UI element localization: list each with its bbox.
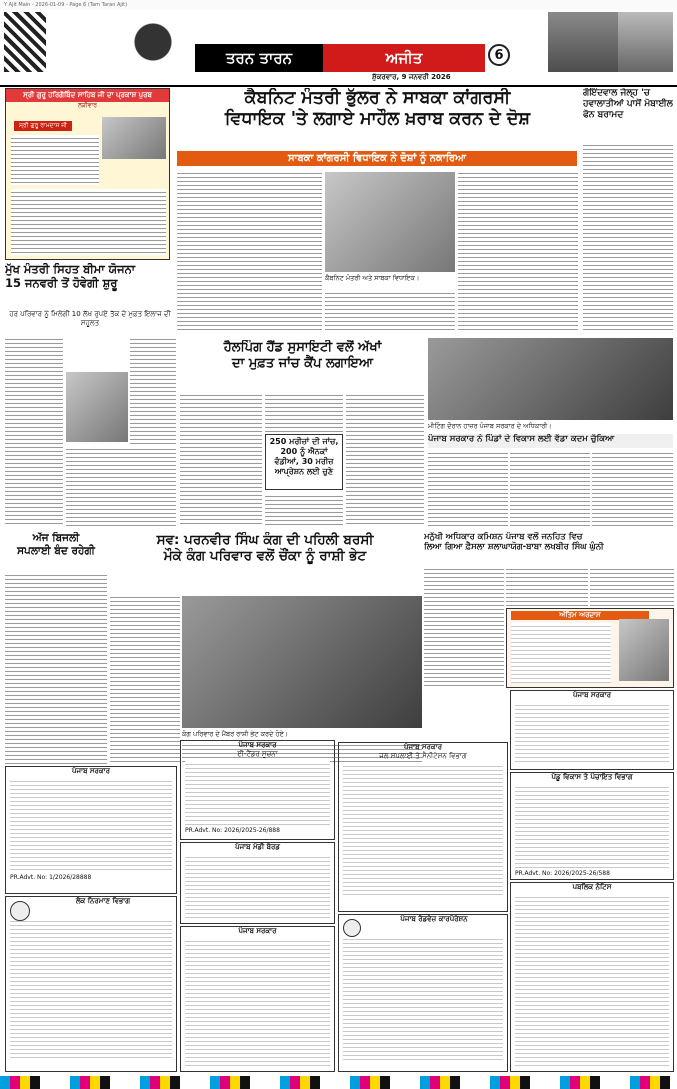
ad-tender-body [185, 761, 330, 825]
obituary-text [511, 623, 611, 683]
ad-municipal-head: ਪੰਜਾਬ ਸਰਕਾਰ [238, 927, 277, 935]
human-rights-text-3 [590, 566, 674, 606]
health-scheme-headline-1: ਮੁੱਖ ਮੰਤਰੀ ਸਿਹਤ ਬੀਮਾ ਯੋਜਨਾ [5, 263, 136, 276]
ad-pwd-head: ਲੋਕ ਨਿਰਮਾਣ ਵਿਭਾਗ [75, 897, 131, 905]
ad-rural-head: ਪੇਂਡੂ ਵਿਕਾਸ ਤੇ ਪੰਚਾਇਤ ਵਿਭਾਗ [551, 773, 633, 781]
human-rights-headline-1: ਮਨੁੱਖੀ ਅਧਿਕਾਰ ਕਮਿਸ਼ਨ ਪੰਜਾਬ ਵਲੋਂ ਜਨਹਿਤ ਵਿਚ [424, 532, 583, 542]
human-rights-headline [424, 532, 674, 564]
ad-gurpurab-subtitle: ਲੜੀਵਾਰ [78, 102, 97, 109]
ad-water-head-2: ਜਲ ਸਪਲਾਈ ਤੇ ਸੈਨੀਟੇਸ਼ਨ ਵਿਭਾਗ [379, 752, 467, 760]
masthead-decoration-left [4, 12, 46, 72]
ad-gurpurab-title: ਸ੍ਰੀ ਗੁਰੂ ਹਰਿਗੋਬਿੰਦ ਸਾਹਿਬ ਜੀ ਦਾ ਪ੍ਰਕਾਸ਼ ਪੁਰਬ [6, 89, 169, 102]
memorial-text-1 [110, 594, 180, 764]
jail-story-headline: ਗੋਇੰਦਵਾਲ ਜੇਲ੍ਹ 'ਚ ਹਵਾਲਾਤੀਆਂ ਪਾਸੋਂ ਮੋਬਾਈਲ ਫੋਨ ਬਰਾਮਦ [583, 88, 673, 120]
human-rights-headline-2: ਲਿਆ ਗਿਆ ਫ਼ੈਸਲਾ ਸ਼ਲਾਘਾਯੋਗ-ਬਾਬਾ ਲਖਬੀਰ ਸਿੰਘ ਘੁੰਨੀ [424, 542, 604, 553]
main-story-text-col-3 [458, 170, 578, 330]
ad-transport [338, 914, 508, 1072]
main-subheadline: ਸਾਬਕਾ ਕਾਂਗਰਸੀ ਵਿਧਾਇਕ ਨੇ ਦੋਸ਼ਾਂ ਨੂੰ ਨਕਾਰਿਆ [177, 151, 577, 166]
health-scheme-text-2 [66, 446, 176, 526]
eye-camp-text-4 [346, 392, 424, 527]
eye-camp-headline-2: ਦਾ ਮੁਫ਼ਤ ਜਾਂਚ ਕੈਂਪ ਲਗਾਇਆ [231, 355, 373, 371]
ad-mandi-board [180, 842, 335, 924]
ad-gurpurab-badge: ਸ੍ਰੀ ਗੁਰੂ ਰਾਮਦਾਸ ਜੀ [14, 121, 72, 131]
ad-transport-head: ਪੰਜਾਬ ਰੋਡਵੇਜ਼ ਕਾਰਪੋਰੇਸ਼ਨ [400, 915, 468, 923]
masthead-city: ਤਰਨ ਤਾਰਨ [195, 44, 323, 72]
ad-gurpurab-details [11, 189, 166, 255]
ad-gurpurab-image [102, 117, 166, 159]
color-registration-strip [0, 1076, 677, 1089]
memorial-headline-1: ਸਵ: ਪਰਨਵੀਰ ਸਿੰਘ ਕੰਗ ਦੀ ਪਹਿਲੀ ਬਰਸੀ [156, 532, 374, 548]
masthead-paper-name: ਅਜੀਤ [323, 44, 485, 72]
masthead-dateline: ਸ਼ੁੱਕਰਵਾਰ, 9 ਜਨਵਰੀ 2026 [372, 73, 451, 81]
memorial-photo [182, 596, 422, 728]
masthead-brand [195, 44, 485, 72]
ad-rural-development [510, 772, 674, 880]
masthead-photo-right [548, 12, 673, 72]
ad-punjab-sarkar-left-head: ਪੰਜਾਬ ਸਰਕਾਰ [71, 767, 110, 775]
memorial-headline [110, 532, 420, 590]
masthead-khanda-emblem [48, 12, 198, 72]
ad-tender-head: ਪੰਜਾਬ ਸਰਕਾਰ [238, 741, 277, 749]
obituary-title: ਅੰਤਿਮ ਅਰਦਾਸ [511, 611, 649, 620]
ad-mandi-body [185, 854, 330, 918]
health-scheme-headline [5, 263, 175, 307]
ad-pwd-logo [10, 901, 30, 921]
meeting-photo [428, 338, 673, 420]
main-headline-line-1: ਕੈਬਨਿਟ ਮੰਤਰੀ ਭੁੱਲਰ ਨੇ ਸਾਬਕਾ ਕਾਂਗਰਸੀ [244, 88, 511, 108]
ad-water-supply [338, 742, 508, 912]
ad-pr-no-1: PR.Advt. No: 1/2026/28888 [10, 874, 92, 881]
main-story-photo [325, 172, 455, 272]
ad-mandi-head: ਪੰਜਾਬ ਮੰਡੀ ਬੋਰਡ [235, 843, 280, 851]
main-story-text-col-1 [177, 170, 322, 330]
power-cut-headline [5, 532, 107, 570]
ad-water-body [343, 763, 503, 897]
ad-gurpurab-body [11, 135, 99, 185]
power-cut-headline-2: ਸਪਲਾਈ ਬੰਦ ਰਹੇਗੀ [17, 544, 95, 557]
ad-tender-subhead: ਈ-ਟੈਂਡਰ ਸੂਚਨਾ [237, 750, 278, 758]
meeting-text-3 [592, 450, 673, 526]
meeting-text-1 [428, 450, 508, 526]
obituary-portrait [619, 619, 669, 681]
jail-story-text [583, 142, 673, 332]
ad-transport-logo [343, 919, 361, 937]
ad-punjab-sarkar-left [5, 766, 177, 894]
human-rights-text-2 [506, 566, 588, 606]
ad-punjab-sarkar-right-body [515, 702, 669, 764]
power-cut-headline-1: ਅੱਜ ਬਿਜਲੀ [32, 532, 80, 544]
health-scheme-text-1 [5, 336, 63, 526]
print-info-strip: Y Ajit Main - 2026-01-09 - Page 6 (Tarn Taran Ajit) [0, 0, 677, 10]
health-scheme-text-3 [130, 336, 176, 444]
page-number: 6 [488, 44, 510, 66]
memorial-caption: ਕੰਗ ਪਰਿਵਾਰ ਦੇ ਮੈਂਬਰ ਰਾਸ਼ੀ ਭੇਟ ਕਰਦੇ ਹੋਏ। [182, 730, 289, 738]
obituary-ad [506, 608, 674, 688]
ad-rural-body [515, 784, 669, 868]
eye-camp-headline-1: ਹੈਲਪਿੰਗ ਹੈਂਡ ਸੁਸਾਇਟੀ ਵਲੋਂ ਅੱਖਾਂ [223, 340, 382, 355]
ad-punjab-sarkar-right-head: ਪੰਜਾਬ ਸਰਕਾਰ [572, 691, 611, 699]
meeting-text-2 [510, 450, 590, 526]
eye-camp-text-3 [265, 493, 343, 527]
eye-camp-highlight-box: 250 ਮਰੀਜ਼ਾਂ ਦੀ ਜਾਂਚ, 200 ਨੂੰ ਐਨਕਾਂ ਵੰਡੀਆਂ, 30 ਮਰੀਜ਼ ਆਪ੍ਰੇਸ਼ਨ ਲਈ ਚੁਣੇ [265, 434, 343, 490]
human-rights-text-1 [424, 566, 504, 686]
main-headline [175, 88, 580, 150]
main-story-caption: ਕੈਬਨਿਟ ਮੰਤਰੀ ਅਤੇ ਸਾਬਕਾ ਵਿਧਾਇਕ। [325, 274, 420, 282]
health-scheme-headline-2: 15 ਜਨਵਰੀ ਤੋਂ ਹੋਵੇਗੀ ਸ਼ੁਰੂ [5, 275, 118, 290]
ad-pwd-body [10, 918, 172, 1060]
health-scheme-portrait [66, 372, 128, 442]
ad-pwd [5, 896, 177, 1072]
ad-gurpurab [5, 88, 170, 260]
main-story-text-col-2 [325, 290, 455, 330]
ad-punjab-sarkar-left-body [10, 778, 172, 872]
memorial-headline-2: ਮੌਕੇ ਕੰਗ ਪਰਿਵਾਰ ਵਲੋਂ ਚੌਂਕਾ ਨੂੰ ਰਾਸ਼ੀ ਭੇਟ [163, 548, 367, 565]
ad-transport-body [343, 936, 503, 1060]
ad-tender-notice [180, 740, 335, 840]
ad-punjab-sarkar-right [510, 690, 674, 770]
eye-camp-headline [180, 340, 425, 388]
power-cut-text [5, 572, 107, 764]
health-scheme-subheadline: ਹਰ ਪਰਿਵਾਰ ਨੂੰ ਮਿਲੇਗੀ 10 ਲੱਖ ਰੁਪਏ ਤੱਕ ਦੇ ਮੁਫ਼ਤ ਇਲਾਜ ਦੀ ਸਹੂਲਤ [9, 310, 171, 327]
ad-pr-no-3: PR.Advt. No: 2026/2025-26/588 [515, 870, 610, 877]
eye-camp-text-1 [180, 392, 262, 527]
ad-pr-no-2: PR.Advt. No: 2026/2025-26/888 [185, 827, 280, 834]
meeting-headline: ਪੰਜਾਬ ਸਰਕਾਰ ਨੇ ਪਿੰਡਾਂ ਦੇ ਵਿਕਾਸ ਲਈ ਵੱਡਾ ਕਦਮ ਚੁੱਕਿਆ [428, 434, 673, 448]
ad-municipal-body [185, 938, 330, 1066]
ad-public-notice-right-head: ਪਬਲਿਕ ਨੋਟਿਸ [572, 883, 612, 891]
main-headline-line-2: ਵਿਧਾਇਕ 'ਤੇ ਲਗਾਏ ਮਾਹੌਲ ਖ਼ਰਾਬ ਕਰਨ ਦੇ ਦੋਸ਼ [224, 109, 531, 129]
ad-municipal [180, 926, 335, 1072]
ad-water-head-1: ਪੰਜਾਬ ਸਰਕਾਰ [403, 743, 442, 751]
eye-camp-text-2 [265, 392, 343, 432]
ad-public-notice-right-body [515, 894, 669, 1066]
meeting-caption: ਮੀਟਿੰਗ ਦੌਰਾਨ ਹਾਜ਼ਰ ਪੰਜਾਬ ਸਰਕਾਰ ਦੇ ਅਧਿਕਾਰੀ। [428, 422, 552, 430]
masthead-rule [0, 85, 677, 87]
ad-public-notice-right [510, 882, 674, 1072]
